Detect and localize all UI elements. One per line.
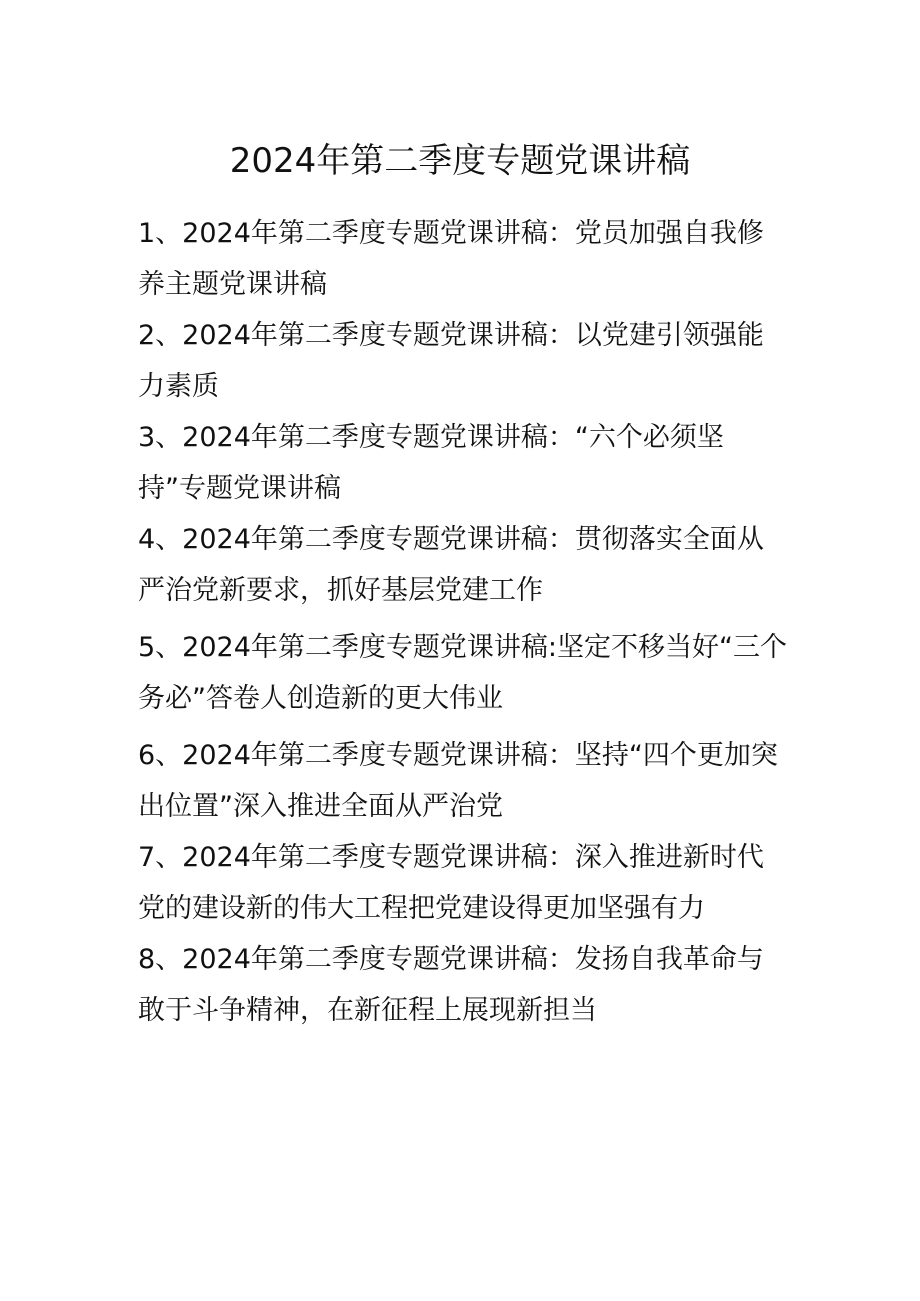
list-item: 8、2024年第二季度专题党课讲稿：发扬自我革命与敢于斗争精神，在新征程上展现新担当 bbox=[138, 944, 764, 1026]
document-title: 2024年第二季度专题党课讲稿 bbox=[229, 140, 691, 181]
list-item: 1、2024年第二季度专题党课讲稿：党员加强自我修养主题党课讲稿 bbox=[138, 218, 764, 300]
list-item: 4、2024年第二季度专题党课讲稿：贯彻落实全面从严治党新要求，抓好基层党建工作 bbox=[138, 524, 764, 606]
list-item: 5、2024年第二季度专题党课讲稿:坚定不移当好“三个务必”答卷人创造新的更大伟业 bbox=[138, 632, 787, 714]
contents-list bbox=[138, 208, 788, 1036]
list-item: 3、2024年第二季度专题党课讲稿：“六个必须坚持”专题党课讲稿 bbox=[138, 422, 724, 504]
list-item: 2、2024年第二季度专题党课讲稿：以党建引领强能力素质 bbox=[138, 320, 764, 402]
list-item: 7、2024年第二季度专题党课讲稿：深入推进新时代党的建设新的伟大工程把党建设得更加坚强有力 bbox=[138, 842, 764, 924]
list-item: 6、2024年第二季度专题党课讲稿：坚持“四个更加突出位置”深入推进全面从严治党 bbox=[138, 740, 778, 822]
